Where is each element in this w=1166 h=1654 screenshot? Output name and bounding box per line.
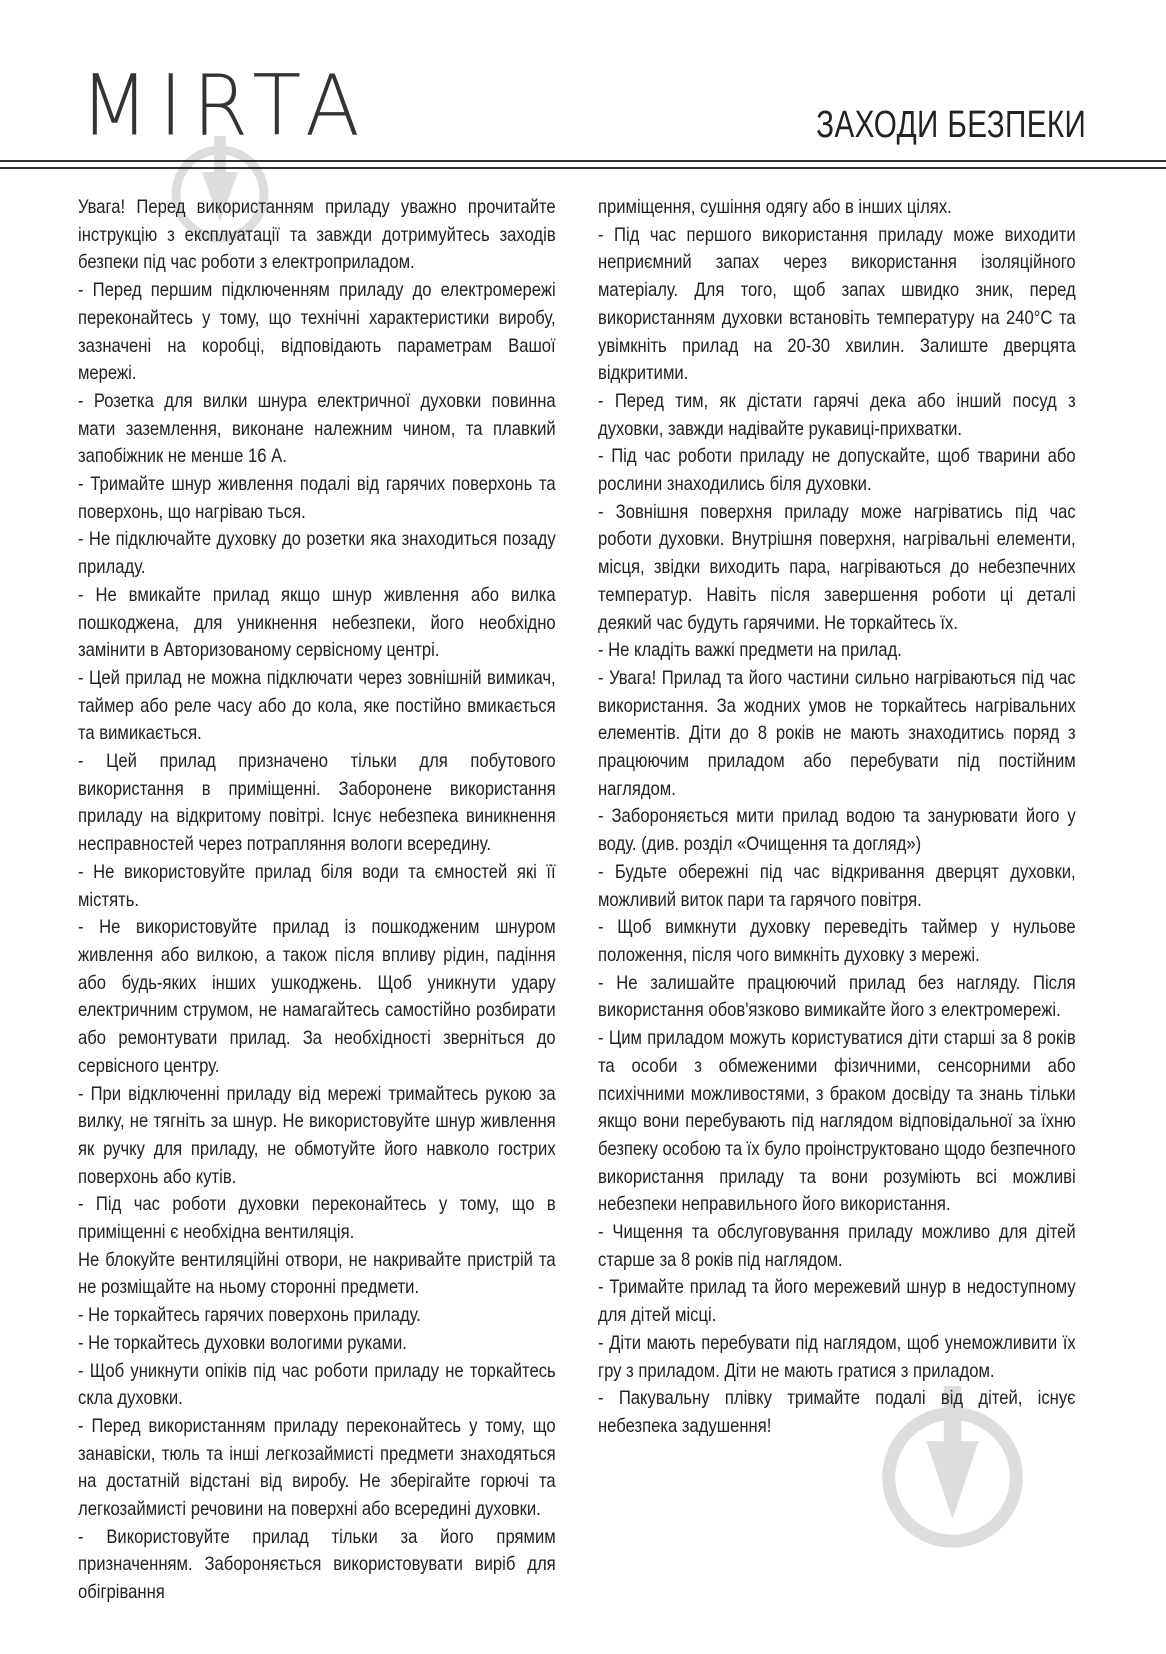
safety-paragraph: - Не вмикайте прилад якщо шнур живлення або вилка пошкоджена, для уникнення небезпеки, його необхідно замінити в Авторизованому сервісному центрі. xyxy=(78,583,556,662)
safety-paragraph: - Щоб уникнути опіків під час роботи приладу не торкайтесь скла духовки. xyxy=(78,1359,556,1410)
safety-paragraph: - Цим приладом можуть користуватися діти старші за 8 років та особи з обмеженими фізичними, сенсорними або психічними можливостями, з браком досвіду та знань тільки якщо вони перебувають під наглядом відповідальної за їхню безпеку особою та їх було проінструктовано щодо безпечного використання приладу та вони розуміють всі можливі небезпеки неправильного його використання. xyxy=(598,1027,1076,1216)
safety-paragraph: - Не підключайте духовку до розетки яка знаходиться позаду приладу. xyxy=(78,528,556,579)
safety-paragraph: - При відключенні приладу від мережі тримайтесь рукою за вилку, не тягніть за шнур. Не використовуйте шнур живлення як ручку для приладу, не обмотуйте його навколо гострих поверхонь або кутів. xyxy=(78,1082,556,1188)
safety-paragraph: - Цей прилад призначено тільки для побутового використання в приміщенні. Заборонене використання приладу на відкритому повітрі. Існує небезпека виникнення несправностей через потрапляння вологи всередину. xyxy=(78,750,556,856)
safety-paragraph: - Будьте обережні під час відкривання дверцят духовки, можливий виток пари та гарячого повітря. xyxy=(598,860,1076,911)
left-column xyxy=(78,194,556,1607)
section-title: ЗАХОДИ БЕЗПЕКИ xyxy=(815,104,1086,146)
safety-paragraph: - Використовуйте прилад тільки за його прямим призначенням. Забороняється використовувати виріб для обігрівання xyxy=(78,1525,556,1604)
safety-paragraph: - Не торкайтесь гарячих поверхонь приладу. xyxy=(78,1304,421,1327)
safety-paragraph: - Під час першого використання приладу може виходити неприємний запах через використання ізоляційного матеріалу. Для того, щоб запах швидко зник, перед використанням духовки встановіть температуру на 240°С та увімкніть прилад на 20-30 хвилин. Залиште дверцята відкритими. xyxy=(598,223,1076,385)
safety-paragraph: Увага! Перед використанням приладу уважно прочитайте інструкцію з експлуатації та завжди дотримуйтесь заходів безпеки під час роботи з електроприладом. xyxy=(78,196,556,274)
safety-paragraph: - Не торкайтесь духовки вологими руками. xyxy=(78,1331,407,1354)
safety-paragraph: Не блокуйте вентиляційні отвори, не накривайте пристрій та не розміщайте на ньому сторонні предмети. xyxy=(78,1248,556,1299)
safety-paragraph: приміщення, сушіння одягу або в інших цілях. xyxy=(598,196,952,218)
safety-paragraph: - Під час роботи духовки переконайтесь у тому, що в приміщенні є необхідна вентиляція. xyxy=(78,1193,556,1244)
safety-paragraph: - Забороняється мити прилад водою та занурювати його у воду. (див. розділ «Очищення та догляд») xyxy=(598,805,1076,856)
safety-paragraph: - Діти мають перебувати під наглядом, щоб унеможливити їх гру з приладом. Діти не мають гратися з приладом. xyxy=(598,1331,1076,1382)
safety-paragraph: - Цей прилад не можна підключати через зовнішній вимикач, таймер або реле часу або до кола, яке постійно вмикається та вимикається. xyxy=(78,666,556,745)
safety-paragraph: - Не використовуйте прилад біля води та ємностей які її містять. xyxy=(78,860,556,911)
safety-paragraph: - Не залишайте працюючий прилад без нагляду. Після використання обов'язково вимикайте його з електромережі. xyxy=(598,971,1076,1022)
safety-paragraph: - Пакувальну плівку тримайте подалі від дітей, існує небезпека задушення! xyxy=(598,1387,1076,1437)
safety-paragraph: - Перед використанням приладу переконайтесь у тому, що занавіски, тюль та інші легкозаймисті предмети знаходяться на достатній відстані від виробу. Не зберігайте горючі та легкозаймисті речовини на поверхні або всередині духовки. xyxy=(78,1414,556,1521)
safety-paragraph: - Розетка для вилки шнура електричної духовки повинна мати заземлення, виконане належним чином, та плавкий запобіжник не менше 16 А. xyxy=(78,389,556,468)
safety-paragraph: - Щоб вимкнути духовку переведіть таймер у нульове положення, після чого вимкніть духовку з мережі. xyxy=(598,916,1076,966)
safety-paragraph: - Тримайте шнур живлення подалі від гарячих поверхонь та поверхонь, що нагріваю ться. xyxy=(78,473,556,523)
safety-paragraph: - Не використовуйте прилад із пошкодженим шнуром живлення або вилкою, а також після впливу рідин, падіння або будь-яких інших ушкоджень. Щоб уникнути удару електричним струмом, не намагайтесь самостійно розбирати або ремонтувати прилад. За необхідності зверніться до сервісного центру. xyxy=(78,916,556,1077)
safety-paragraph: - Перед тим, як дістати гарячі дека або інший посуд з духовки, завжди надівайте рукавиці-прихватки. xyxy=(598,389,1076,440)
safety-paragraph: - Перед першим підключенням приладу до електромережі переконайтесь у тому, що технічні характеристики виробу, зазначені на коробці, відповідають параметрам Вашої мережі. xyxy=(78,279,556,385)
right-column xyxy=(598,194,1076,1441)
safety-paragraph: - Зовнішня поверхня приладу може нагріватись під час роботи духовки. Внутрішня поверхня, нагрівальні елементи, місця, звідки виходить пара, нагріваються до небезпечних температур. Навіть після завершення роботи ці деталі деякий час будуть гарячими. Не торкайтесь їх. xyxy=(598,500,1076,634)
safety-paragraph: - Не кладіть важкі предмети на прилад. xyxy=(598,639,902,662)
safety-paragraph: - Чищення та обслуговування приладу можливо для дітей старше за 8 років під наглядом. xyxy=(598,1221,1076,1271)
brand-logo: MIRTA xyxy=(80,56,370,155)
safety-paragraph: - Увага! Прилад та його частини сильно нагріваються під час використання. За жодних умов не торкайтесь нагрівальних елементів. Діти до 8 років не мають знаходитись поряд з працюючим приладом або перебувати під постійним наглядом. xyxy=(598,666,1076,800)
safety-paragraph: - Тримайте прилад та його мережевий шнур в недоступному для дітей місці. xyxy=(598,1276,1076,1327)
safety-paragraph: - Під час роботи приладу не допускайте, щоб тварини або рослини знаходились біля духовки. xyxy=(598,445,1076,496)
